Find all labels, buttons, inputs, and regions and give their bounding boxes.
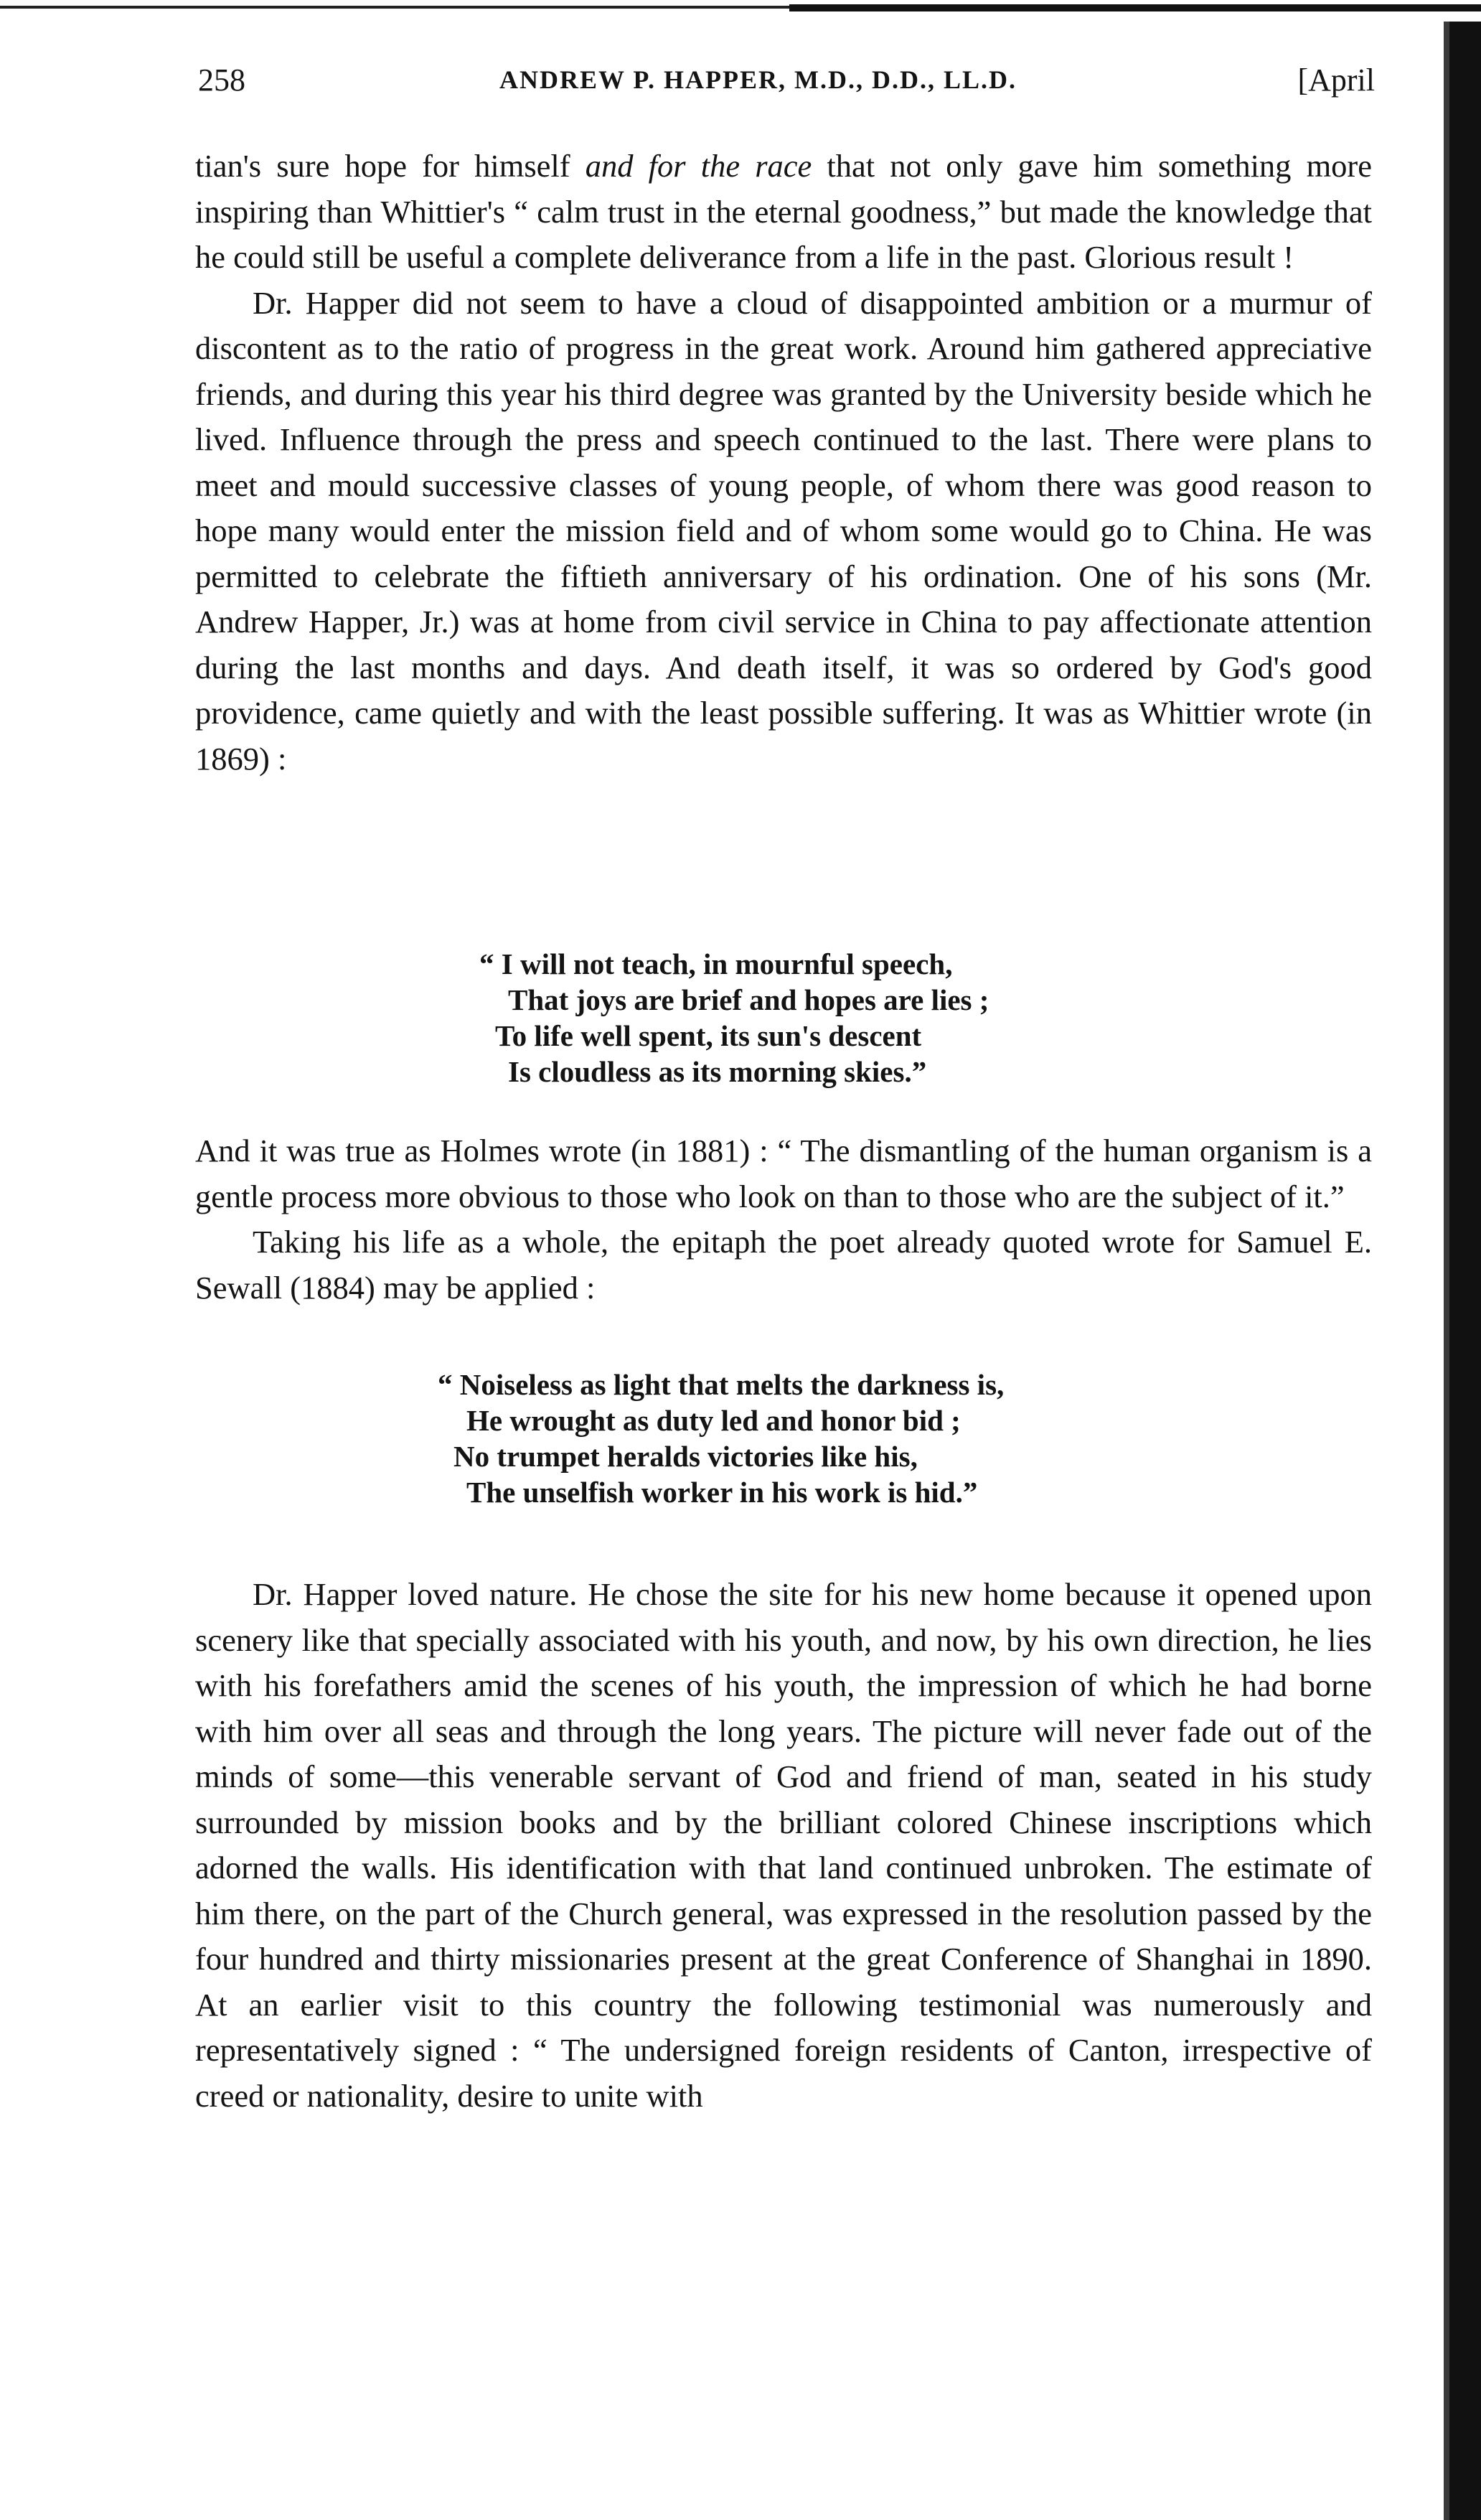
verse-line: That joys are brief and hopes are lies ; [508, 983, 989, 1016]
text-block-middle [195, 1128, 1372, 1311]
page-edge-gradient [1444, 22, 1449, 2520]
paragraph-1-end: that not only gave him something more inspiring than Whittier's “ calm trust in the eternal goodness,” but made the knowledge that he could still be useful a complete deliverance from a life in the past. Glorious result ! [195, 148, 1372, 275]
page-edge-shadow [1449, 22, 1481, 2520]
paragraph-3: And it was true as Holmes wrote (in 1881) : “ The dismantling of the human organism is a gentle process more obvious to those who look on than to those who are the subject of it.” [195, 1133, 1372, 1214]
running-month: [April [1297, 62, 1375, 98]
verse-line: Is cloudless as its morning skies.” [508, 1055, 927, 1088]
top-rule-thick [789, 4, 1481, 11]
verse-line: The unselfish worker in his work is hid.” [466, 1476, 978, 1509]
paragraph-1 [195, 144, 1372, 281]
text-block-top [195, 144, 1372, 782]
paragraph-1-start: tian's sure hope for himself [195, 148, 586, 184]
verse-line: No trumpet heralds victories like his, [453, 1440, 918, 1473]
running-head [198, 62, 1375, 105]
paragraph-2: Dr. Happer did not seem to have a cloud of disappointed ambition or a murmur of discontent as to the ratio of progress in the great work. Around him gathered appreciative friends, and during this year his third degree was granted by the University beside which he lived. Influence through the press and speech continued to the last. There were plans to meet and mould successive classes of young people, of whom there was good reason to hope many would enter the mission field and of whom some would go to China. He was permitted to celebrate the fiftieth anniversary of his ordination. One of his sons (Mr. Andrew Happer, Jr.) was at home from civil service in China to pay affectionate attention during the last months and days. And death itself, it was so ordered by God's good providence, came quietly and with the least possible suffering. It was as Whittier wrote (in 1869) : [195, 284, 1372, 777]
verse-line: To life well spent, its sun's descent [495, 1019, 922, 1052]
paragraph-5: Dr. Happer loved nature. He chose the site for his new home because it opened upon scenery like that specially associated with his youth, and now, by his own direction, he lies with his forefathers amid the scenes of his youth, the impression of which he had borne with him over all seas and through the long years. The picture will never fade out of the minds of some—this venerable servant of God and friend of man, seated in his study surrounded by mission books and by the brilliant colored Chinese inscriptions which adorned the walls. His identification with that land continued unbroken. The estimate of him there, on the part of the Church general, was expressed in the resolution passed by the four hundred and thirty missionaries present at the great Conference of Shanghai in 1890. At an earlier visit to this country the following testimonial was numerously and representatively signed : “ The undersigned foreign residents of Canton, irrespective of creed or nationality, desire to unite with [195, 1576, 1372, 2114]
verse-line: “ I will not teach, in mournful speech, [479, 947, 953, 980]
verse-line: “ Noiseless as light that melts the darkness is, [438, 1368, 1005, 1401]
verse-whittier [479, 946, 989, 1090]
verse-sewall-epitaph [438, 1367, 1004, 1510]
verse-line: He wrought as duty led and honor bid ; [466, 1404, 961, 1437]
text-block-bottom [195, 1572, 1372, 2119]
running-title: ANDREW P. HAPPER, M.D., D.D., LL.D. [499, 65, 1017, 94]
paragraph-4: Taking his life as a whole, the epitaph the poet already quoted wrote for Samuel E. Sewall (1884) may be applied : [195, 1224, 1372, 1306]
paragraph-1-italic: and for the race [585, 148, 812, 184]
page-number: 258 [198, 62, 245, 98]
